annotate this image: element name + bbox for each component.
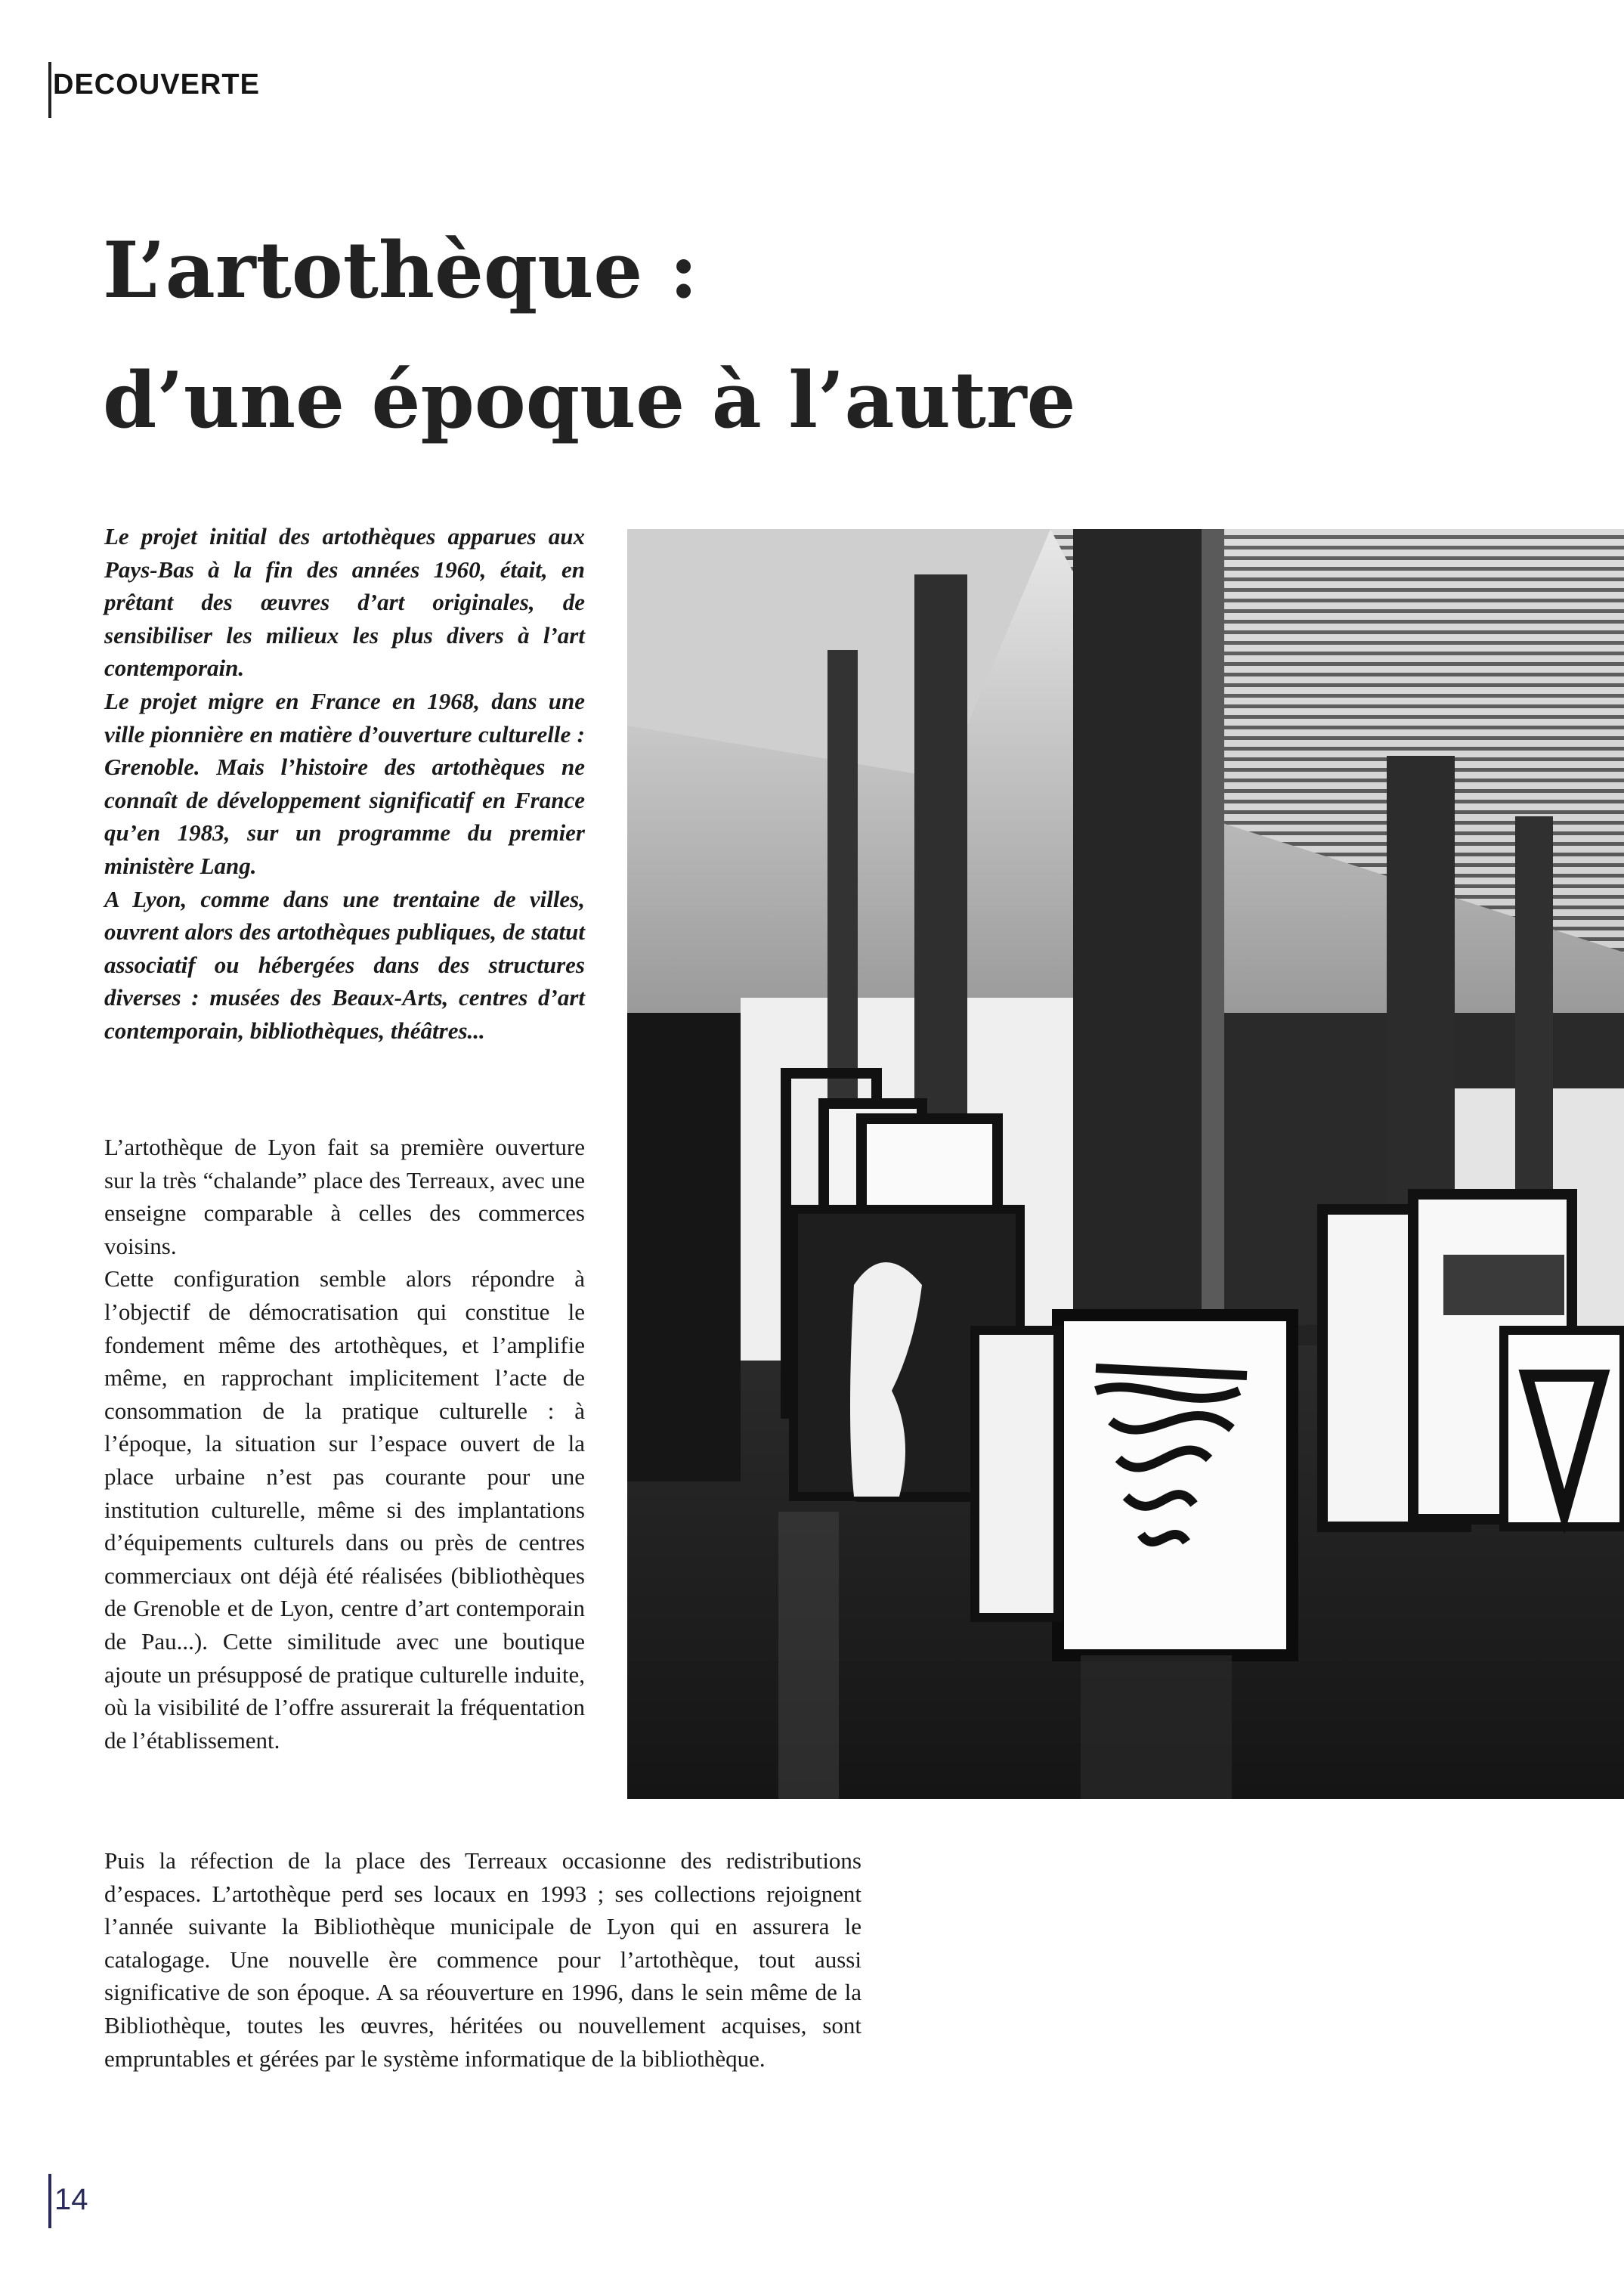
- intro-paragraph: Le projet initial des artothèques apparues aux Pays-Bas à la fin des années 1960, était, en prêtant des œuvres d’art originales, de sensibiliser les milieux les plus divers à l’art contemporain.: [104, 523, 585, 682]
- section-label: DECOUVERTE: [48, 62, 260, 107]
- title-line-2: d’une époque à l’autre: [103, 355, 1076, 446]
- intro-paragraph: Le projet migre en France en 1968, dans une ville pionnière en matière d’ouverture culturelle : Grenoble. Mais l’histoire des artothèques ne connaît de développement significatif en France qu’en 1983, sur un programme du premier ministère Lang.: [104, 687, 585, 879]
- article-title: [103, 206, 1312, 466]
- body-column: [104, 1131, 585, 1757]
- body-paragraph: L’artothèque de Lyon fait sa première ouverture sur la très “chalande” place des Terreaux, avec une enseigne comparable à celles des commerces voisins.: [104, 1134, 585, 1259]
- photo-illustration: [627, 529, 1624, 1799]
- title-line-1: L’artothèque :: [103, 225, 698, 316]
- body-paragraph: Cette configuration semble alors répondre à l’objectif de démocratisation qui constitue le fondement même des artothèques, et l’amplifie même, en rapprochant implicitement l’acte de consommation de la pratique culturelle : à l’époque, la situation sur l’espace ouvert de la place urbaine n’est pas courante pour une institution culturelle, même si des implantations d’équipements culturels dans ou près de centres commerciaux ont déjà été réalisées (bibliothèques de Grenoble et de Lyon, centre d’art contemporain de Pau...). Cette similitude avec une boutique ajoute un présupposé de pratique culturelle induite, où la visibilité de l’offre assurerait la fréquentation de l’établissement.: [104, 1265, 585, 1754]
- intro-paragraphs: [104, 520, 585, 1048]
- body-paragraph-wide: Puis la réfection de la place des Terreaux occasionne des redistributions d’espaces. L’artothèque perd ses locaux en 1993 ; ses collections rejoignent l’année suivante la Bibliothèque municipale de Lyon qui en assurera le catalogage. Une nouvelle ère commence pour l’artothèque, tout aussi significative de son époque. A sa réouverture en 1996, dans le sein même de la Bibliothèque, toutes les œuvres, héritées ou nouvellement acquises, sont empruntables et gérées par le système informatique de la bibliothèque.: [104, 1847, 861, 2072]
- page-number: 14: [48, 2177, 88, 2222]
- intro-paragraph: A Lyon, comme dans une trentaine de villes, ouvrent alors des artothèques publiques, de statut associatif ou hébergées dans des structures diverses : musées des Beaux-Arts, centres d’art contemporain, bibliothèques, théâtres...: [104, 885, 585, 1044]
- gallery-photo: [627, 529, 1624, 1799]
